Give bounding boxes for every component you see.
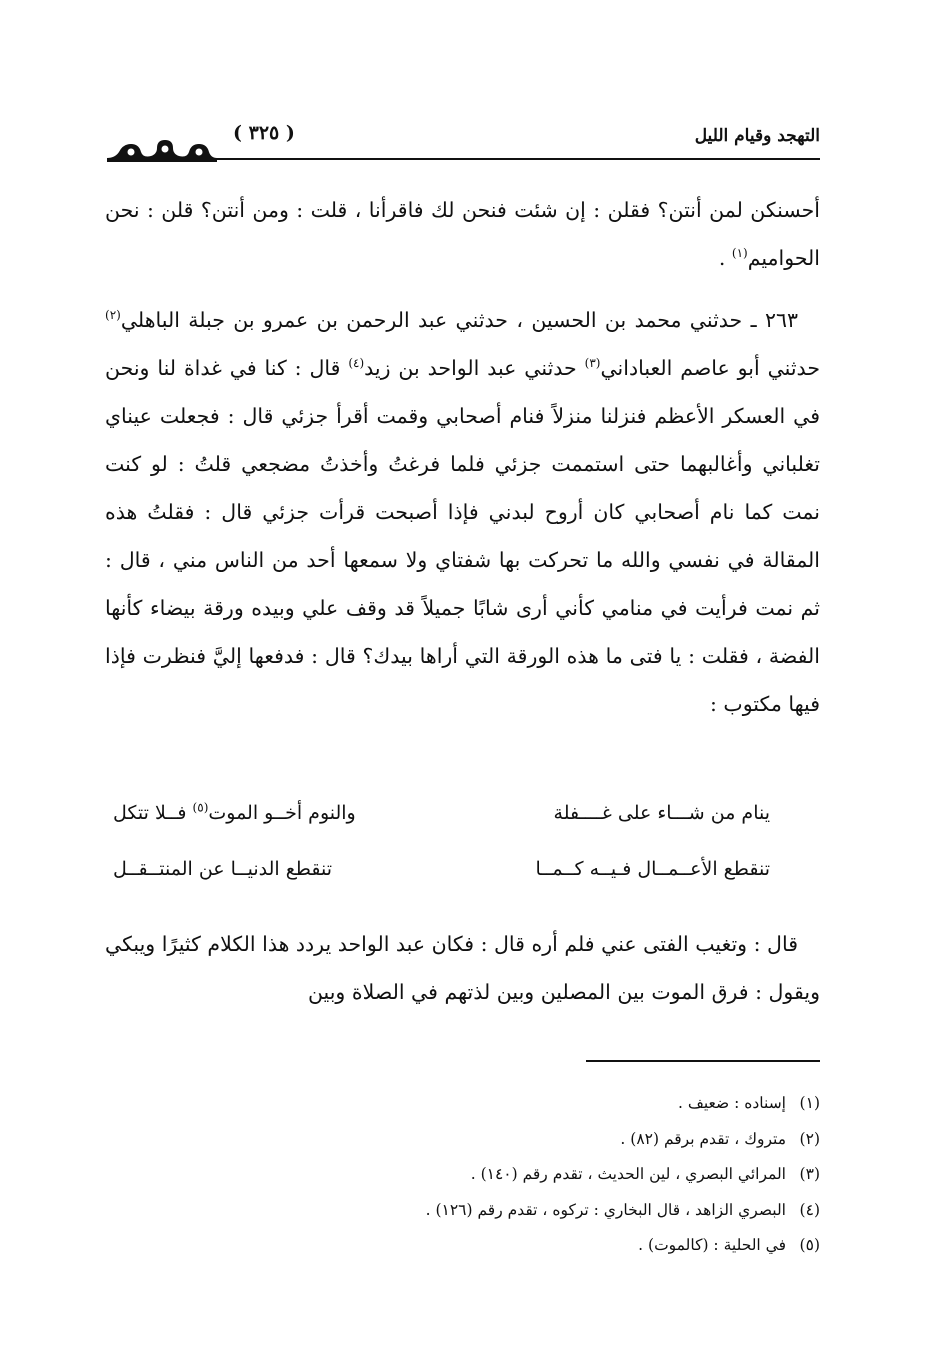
footnotes — [180, 1090, 820, 1268]
footnote-item — [180, 1126, 820, 1162]
page-number: ( ٣٢٥ ) — [233, 122, 295, 144]
footnote-number: (١) — [799, 1094, 820, 1112]
footnote-ref-2: (٢) — [105, 308, 121, 323]
header-rule — [217, 158, 820, 160]
poem-verse — [105, 858, 820, 914]
paragraph-continuation — [105, 186, 820, 282]
narration-body: قال : كنا في غداة لنا ونحن في العسكر الأعظم فنزلنا منزلاً فنام أصحابي وقمت أقرأ جزئي قال : فجعلت عيناي تغلباني وأغالبهما حتى استممت جزئي فلما فرغتُ وأخذتُ مضجعي قلتُ : لو كنت نمت كما نام أصحابي كان أروح لبدني فإذا أصبحت قرأت جزئي قال : فقلتُ هذه المقالة في نفسي والله ما تحركت بها شفتاي ولا سمعها أحد من الناس مني ، قال : ثم نمت فرأيت في منامي كأني أرى شابًا جميلاً قد وقف علي وبيده ورقة بيضاء كأنها الفضة ، فقلت : يا فتى ما هذه الورقة التي أراها بيدك؟ قال : فدفعها إليَّ فنظرت فإذا فيها مكتوب : — [105, 356, 820, 716]
footnote-text: متروك ، تقدم برقم (٨٢) . — [620, 1129, 786, 1148]
paragraph-narration-263 — [105, 296, 820, 728]
paragraph-text: أحسنكن لمن أنتن؟ فقلن : إن شئت فنحن لك فاقرأنا ، قلت : ومن أنتن؟ قلن : نحن الحواميم — [105, 198, 820, 270]
footnote-number: (٤) — [799, 1200, 820, 1219]
ornament-icon — [105, 132, 217, 164]
footnote-ref-4: (٤) — [348, 356, 365, 371]
verse-1-second-part-a: والنوم أخــو الموت — [208, 802, 356, 824]
footnote-number: (٢) — [799, 1129, 820, 1148]
footnote-text: إسناده : ضعيف . — [677, 1094, 786, 1112]
verse-2-second-hemistich: تنقطع الدنيــا عن المنتــقــل — [113, 858, 333, 880]
footnote-ref-1: (١) — [731, 246, 748, 261]
footnote-item — [180, 1090, 820, 1126]
footnote-text: في الحلية : (كالموت) . — [638, 1236, 786, 1254]
footnote-item — [180, 1232, 820, 1268]
running-title: التهجد وقيام الليل — [694, 126, 820, 146]
verse-1-second-part-b: فــلا تتكل — [113, 802, 193, 824]
footnote-divider — [586, 1060, 820, 1062]
footnote-item — [180, 1197, 820, 1233]
footnote-text: المرائي البصري ، لين الحديث ، تقدم رقم (١٤٠) . — [470, 1165, 786, 1183]
footnote-number: (٥) — [799, 1236, 820, 1254]
narration-chain-3: حدثني عبد الواحد بن زيد — [364, 356, 585, 380]
poem-verse — [105, 802, 820, 858]
narration-chain-1: ٢٦٣ ـ حدثني محمد بن الحسين ، حدثني عبد الرحمن بن عمرو بن جبلة الباهلي — [120, 308, 798, 332]
footnote-text: البصري الزاهد ، قال البخاري : تركوه ، تقدم رقم (١٢٦) . — [425, 1200, 786, 1219]
narration-chain-2: حدثني أبو عاصم العباداني — [600, 356, 820, 380]
paragraph-conclusion — [105, 920, 820, 1016]
footnote-item — [180, 1161, 820, 1197]
footnote-number: (٣) — [799, 1165, 820, 1183]
verse-1-first-hemistich: ينام من شـــاء على غــــفلة — [553, 802, 770, 824]
footnote-ref-5: (٥) — [192, 800, 209, 815]
verse-2-first-hemistich: تنقطع الأعــمــال فـيــه كــمــا — [535, 858, 770, 880]
footnote-ref-3: (٣) — [584, 356, 601, 371]
paragraph-end: . — [718, 246, 732, 270]
paragraph-text: قال : وتغيب الفتى عني فلم أره قال : فكان عبد الواحد يردد هذا الكلام كثيرًا ويبكي ويقول : فرق الموت بين المصلين وبين لذتهم في الصلاة وبين — [105, 932, 820, 1004]
poem — [105, 802, 820, 914]
verse-1-second-hemistich — [113, 802, 356, 824]
page-header — [105, 118, 820, 168]
